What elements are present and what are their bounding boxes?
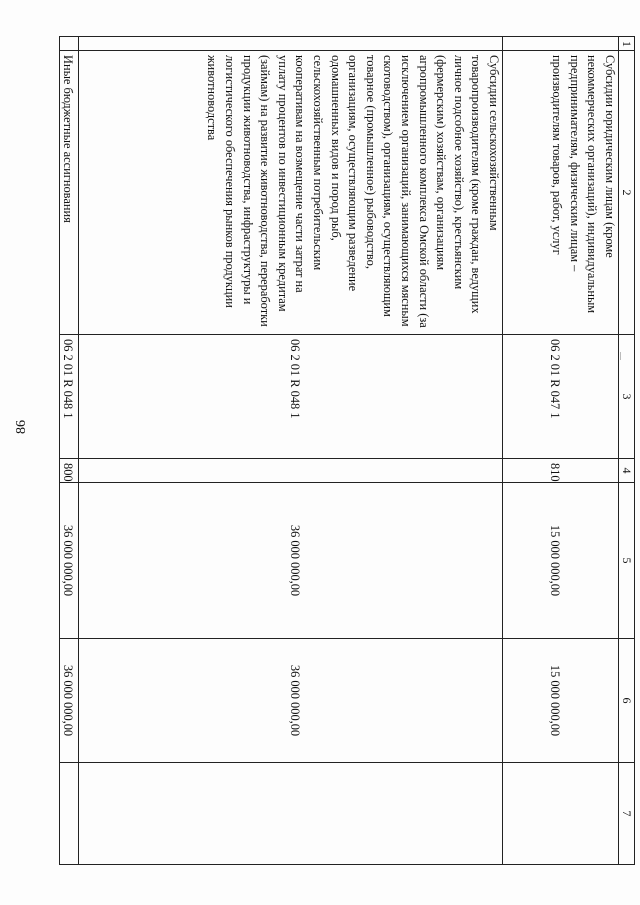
header-cell-3: 3: [619, 335, 635, 459]
expense-type-cell: [79, 459, 503, 483]
expense-name-cell: Иные бюджетные ассигнования: [60, 51, 79, 335]
amount-cell-5: 15 000 000,00: [503, 483, 619, 639]
amount-cell-6: 36 000 000,00: [79, 639, 503, 763]
target-article-code-cell: 06 2 01 R 048 1: [60, 335, 79, 459]
header-cell-4: 4: [619, 459, 635, 483]
amount-cell-6: 15 000 000,00: [503, 639, 619, 763]
header-cell-5: 5: [619, 483, 635, 639]
target-article-code-cell: 06 2 01 R 047 1: [503, 335, 619, 459]
amount-cell-5: 36 000 000,00: [79, 483, 503, 639]
amount-cell-7: [60, 763, 79, 865]
expense-type-cell: 800: [60, 459, 79, 483]
header-cell-2: 2: [619, 51, 635, 335]
table-row: [79, 37, 503, 865]
header-cell-6: 6: [619, 639, 635, 763]
amount-cell-7: [79, 763, 503, 865]
expense-name-cell: Субсидии юридическим лицам (кроме некоммерческих организаций), индивидуальным предпринимателям, физическим лицам – производителям товаров, работ, услуг: [503, 51, 619, 335]
budget-table: [59, 36, 635, 864]
header-cell-7: 7: [619, 763, 635, 865]
header-row: [619, 37, 635, 865]
amount-cell-6: 36 000 000,00: [60, 639, 79, 763]
target-article-code-cell: 06 2 01 R 048 1: [79, 335, 503, 459]
scan-speck: [620, 352, 621, 360]
page-number: 86: [14, 420, 29, 434]
amount-cell-5: 36 000 000,00: [60, 483, 79, 639]
row-number-cell: [60, 37, 79, 51]
expense-name-cell: Субсидии сельскохозяйственным товаропроизводителям (кроме граждан, ведущих личное подсобное хозяйство), крестьянским (фермерским) хозяйствам, организациям агропромышленного комплекса Омской области (за исключением организаций, занимающихся мясным скотоводством), организациям, осуществляющим товарное (промышленное) рыбоводство, организациям, осуществляющим разведение одомашненных видов и пород рыб, сельскохозяйственным потребительским кооперативам на возмещение части затрат на уплату процентов по инвестиционным кредитам (займам) на развитие животноводства, переработки продукции животноводства, инфраструктуры и логистического обеспечения рынков продукции животноводства: [79, 51, 503, 335]
budget-table-grid: [59, 36, 635, 865]
row-number-cell: [503, 37, 619, 51]
expense-type-cell: 810: [503, 459, 619, 483]
table-row: [503, 37, 619, 865]
header-cell-1: 1: [619, 37, 635, 51]
table-row: [60, 37, 79, 865]
amount-cell-7: [503, 763, 619, 865]
row-number-cell: [79, 37, 503, 51]
